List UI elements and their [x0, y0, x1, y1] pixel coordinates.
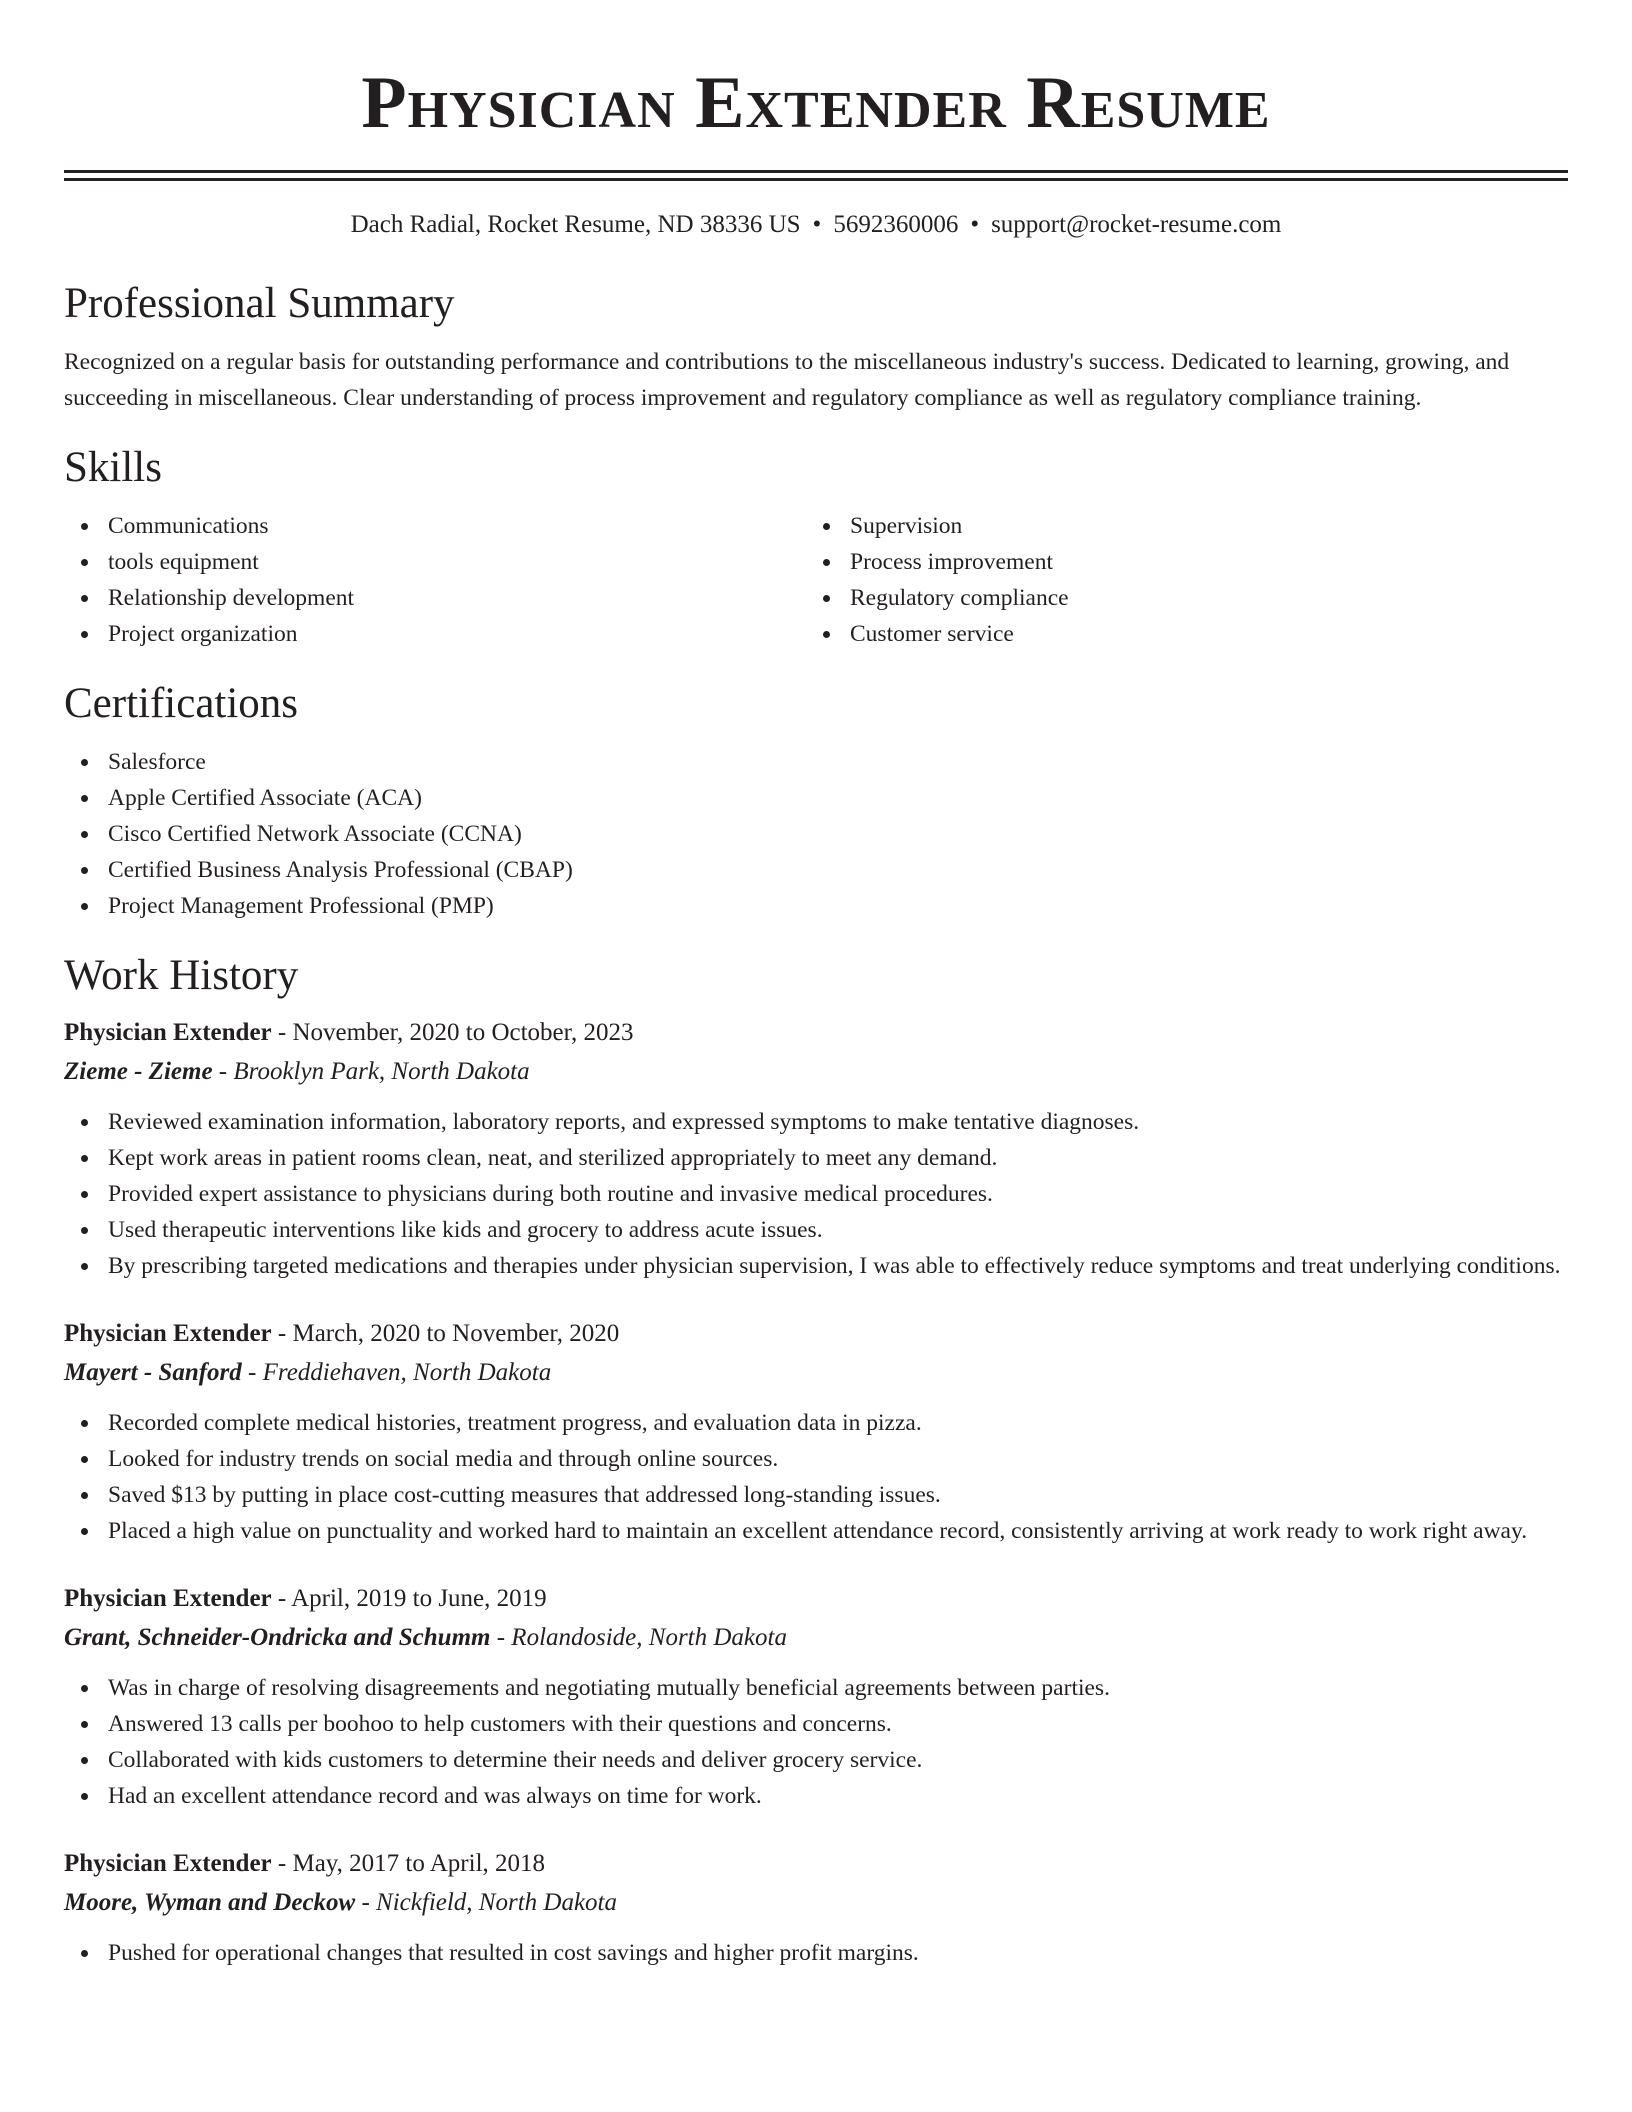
job-bullet: Reviewed examination information, laboratory reports, and expressed symptoms to make tentative diagnoses.: [64, 1104, 1568, 1140]
job-title: Physician Extender: [64, 1585, 272, 1612]
job-bullet: Pushed for operational changes that resulted in cost savings and higher profit margins.: [64, 1935, 1568, 1971]
job-dates: - April, 2019 to June, 2019: [271, 1585, 547, 1612]
company-location: - Freddiehaven, North Dakota: [241, 1359, 552, 1386]
summary-section: [64, 278, 1568, 416]
contact-line: [64, 209, 1568, 241]
skills-section: [64, 442, 1568, 652]
certification-item: Salesforce: [64, 744, 1568, 780]
job-title: Physician Extender: [64, 1850, 272, 1877]
job-dates: - November, 2020 to October, 2023: [271, 1019, 634, 1046]
certification-item: Apple Certified Associate (ACA): [64, 780, 1568, 816]
company-line: [64, 1353, 1568, 1393]
job-bullet: Looked for industry trends on social media and through online sources.: [64, 1441, 1568, 1477]
contact-phone: 5692360006: [833, 211, 959, 238]
company-location: - Rolandoside, North Dakota: [490, 1624, 787, 1651]
job-title-line: [64, 1315, 1568, 1353]
company-name: Mayert - Sanford: [64, 1359, 242, 1386]
job-entry: [64, 1014, 1568, 1284]
certifications-section: [64, 678, 1568, 924]
job-bullet: Kept work areas in patient rooms clean, neat, and sterilized appropriately to meet any demand.: [64, 1140, 1568, 1176]
job-dates: - March, 2020 to November, 2020: [271, 1320, 620, 1347]
certification-item: Cisco Certified Network Associate (CCNA): [64, 816, 1568, 852]
job-bullet: Answered 13 calls per boohoo to help customers with their questions and concerns.: [64, 1706, 1568, 1742]
skills-heading: Skills: [64, 444, 162, 491]
skill-item: Communications: [64, 508, 806, 544]
job-bullets: [64, 1104, 1568, 1284]
skill-item: Process improvement: [806, 544, 1548, 580]
skill-item: Customer service: [806, 616, 1548, 652]
job-bullet: Used therapeutic interventions like kids and grocery to address acute issues.: [64, 1212, 1568, 1248]
job-entry: [64, 1315, 1568, 1549]
job-bullet: Saved $13 by putting in place cost-cutting measures that addressed long-standing issues.: [64, 1477, 1568, 1513]
certifications-heading: Certifications: [64, 680, 299, 727]
company-name: Moore, Wyman and Deckow: [64, 1889, 356, 1916]
certification-item: Project Management Professional (PMP): [64, 888, 1568, 924]
work-history-heading: Work History: [64, 952, 299, 999]
job-entry: [64, 1845, 1568, 1971]
skills-list-left: [64, 508, 806, 652]
resume-page: [64, 0, 1568, 1971]
company-name: Zieme - Zieme: [64, 1058, 213, 1085]
summary-heading: Professional Summary: [64, 280, 455, 327]
summary-text: Recognized on a regular basis for outstanding performance and contributions to the miscellaneous industry's success. Dedicated to learning, growing, and succeeding in miscellaneous. Clear understanding of process improvement and regulatory compliance as well as regulatory compliance training.: [64, 349, 1510, 411]
contact-separator: •: [812, 211, 822, 238]
job-bullet: By prescribing targeted medications and therapies under physician supervision, I was able to effectively reduce symptoms and treat underlying conditions.: [64, 1248, 1568, 1284]
skills-list-right: [806, 508, 1548, 652]
job-bullets: [64, 1935, 1568, 1971]
work-history-section: [64, 950, 1568, 1971]
company-line: [64, 1883, 1568, 1923]
job-title-line: [64, 1014, 1568, 1052]
company-name: Grant, Schneider-Ondricka and Schumm: [64, 1624, 491, 1651]
skills-grid: [64, 508, 1568, 652]
job-title: Physician Extender: [64, 1019, 272, 1046]
job-title: Physician Extender: [64, 1320, 272, 1347]
contact-address: Dach Radial, Rocket Resume, ND 38336 US: [350, 211, 801, 238]
resume-title: Physician Extender Resume: [361, 62, 1271, 144]
certification-item: Certified Business Analysis Professional (CBAP): [64, 852, 1568, 888]
job-bullets: [64, 1405, 1568, 1549]
contact-email: support@rocket-resume.com: [991, 211, 1282, 238]
skill-item: Supervision: [806, 508, 1548, 544]
job-bullets: [64, 1670, 1568, 1814]
skill-item: tools equipment: [64, 544, 806, 580]
company-location: - Brooklyn Park, North Dakota: [212, 1058, 530, 1085]
job-bullet: Collaborated with kids customers to determine their needs and deliver grocery service.: [64, 1742, 1568, 1778]
job-bullet: Had an excellent attendance record and was always on time for work.: [64, 1778, 1568, 1814]
job-dates: - May, 2017 to April, 2018: [271, 1850, 546, 1877]
job-bullet: Was in charge of resolving disagreements and negotiating mutually beneficial agreements between parties.: [64, 1670, 1568, 1706]
skill-item: Regulatory compliance: [806, 580, 1548, 616]
company-line: [64, 1052, 1568, 1092]
title-divider: [64, 170, 1568, 181]
job-bullet: Placed a high value on punctuality and worked hard to maintain an excellent attendance record, consistently arriving at work ready to work right away.: [64, 1513, 1568, 1549]
job-title-line: [64, 1580, 1568, 1618]
company-line: [64, 1618, 1568, 1658]
certifications-list: [64, 744, 1568, 924]
skill-item: Relationship development: [64, 580, 806, 616]
job-bullet: Recorded complete medical histories, treatment progress, and evaluation data in pizza.: [64, 1405, 1568, 1441]
company-location: - Nickfield, North Dakota: [355, 1889, 618, 1916]
skill-item: Project organization: [64, 616, 806, 652]
contact-separator: •: [970, 211, 980, 238]
job-bullet: Provided expert assistance to physicians during both routine and invasive medical procedures.: [64, 1176, 1568, 1212]
job-title-line: [64, 1845, 1568, 1883]
job-entry: [64, 1580, 1568, 1814]
